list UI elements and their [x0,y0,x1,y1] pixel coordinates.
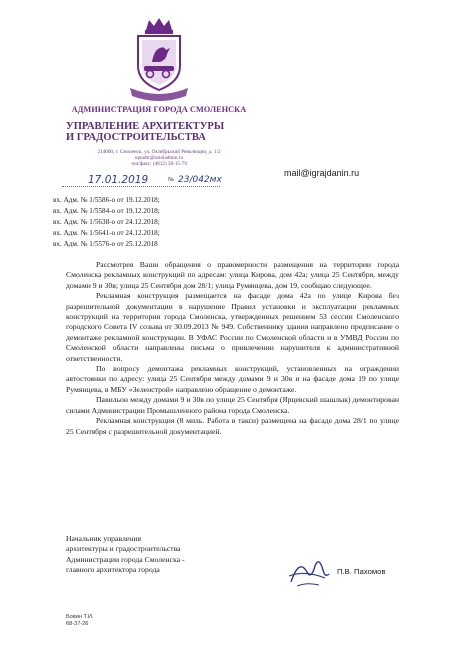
incoming-ref-item: вх. Адм. № 1/5641-о от 24.12.2018; [53,229,160,238]
address-line: 214000, г. Смоленск, ул. Октябрьской Революции, д. 1/2 [97,149,221,155]
signatory-name: П.В. Пахомов [337,567,386,576]
body-paragraph: Рекламная конструкция (8 миль. Работа в такси) размещена на фасаде дома 28/1 по улице 25 Сентября с разрешительной документацией. [66,416,399,436]
signatory-title-line: главного архитектора города [66,565,160,575]
department-title [64,121,254,143]
email-line: uptadtr@smoladmin.ru [134,155,184,162]
letterhead [64,16,254,168]
department-title-line1: УПРАВЛЕНИЕ АРХИТЕКТУРЫ [66,121,225,132]
body-paragraph: По вопросу демонтажа рекламных конструкций, установленных на ограждении автостоянки по адресу: улица 25 Сентября между домами 9 и 30в и на фасаде дома 19 по улице Румянцева, в МБУ «Зеленстрой» направлено обращение о демонтаже. [66,364,399,394]
executor-name: Бовин Т.И. [66,614,94,620]
outgoing-reference [62,174,220,190]
body-paragraph: Павильон между домами 9 и 30в по улице 25 Сентября (Ярцевский шашлык) демонтирован силами Администрации Промышленного района города Смоленска. [66,395,399,415]
body-paragraph: Рекламная конструкция размещается на фасаде дома 42а по улице Кирова без разрешительной документации в нарушение Правил установки и эксплуатации рекламных конструкций на территории города Смоленска, утвержденных решением 53 сессии Смоленского городского Совета IV созыва от 30.09.2013 № 949. Собственнику здания направлено предписание о демонтаже рекламной конструкции. В УФАС России по Смоленской области и в УМВД России по Смоленской области направлены письма о привлечении нарушителя к административной ответственности. [66,291,399,363]
incoming-ref-item: вх. Адм. № 1/5638-о от 24.12.2018; [53,218,160,227]
incoming-references [53,195,160,250]
body-paragraph: Рассмотрев Ваши обращения о правомерности размещения на территории города Смоленска рекламных конструкций по адресам: улица Кирова, дом 42а; улица 25 Сентября, между домами 9 и 30в; улица 25 Сентября дом 28/1; улица Румянцева, дом 19, сообщаю следующее. [66,260,399,290]
department-title-line2: И ГРАДОСТРОИТЕЛЬСТВА [66,132,206,143]
administration-title: АДМИНИСТРАЦИЯ ГОРОДА СМОЛЕНСКА [71,105,247,114]
signatory-title-line: архитектуры и градостроительства [66,544,181,554]
recipient-email: mail@igrajdanin.ru [284,168,360,178]
handwritten-number: 23/042мх [178,175,222,185]
signatory-title-line: Администрации города Смоленска - [66,554,185,564]
incoming-ref-item: вх. Адм. № 1/5584-о от 19.12.2018; [53,207,160,216]
handwritten-date: 17.01.2019 [88,174,149,186]
incoming-ref-item: вх. Адм. № 1/5586-о от 19.12.2018; [53,196,160,204]
handwritten-signature-icon [285,552,331,590]
incoming-ref-item: вх. Адм. № 1/5576-о от 25.12.2018 [53,240,158,249]
executor-phone: 68-37-26 [66,621,89,628]
letterhead-address [64,149,254,168]
letter-body [66,260,399,437]
smolensk-coat-of-arms-icon [124,16,194,102]
signatory-title [66,534,185,576]
number-label: № [168,177,174,183]
phone-line: тел/факс: (4812) 38-15-79 [131,161,187,168]
reference-underline [62,186,220,187]
signatory-title-line: Начальник управления [66,534,141,543]
executor-info [66,614,93,629]
